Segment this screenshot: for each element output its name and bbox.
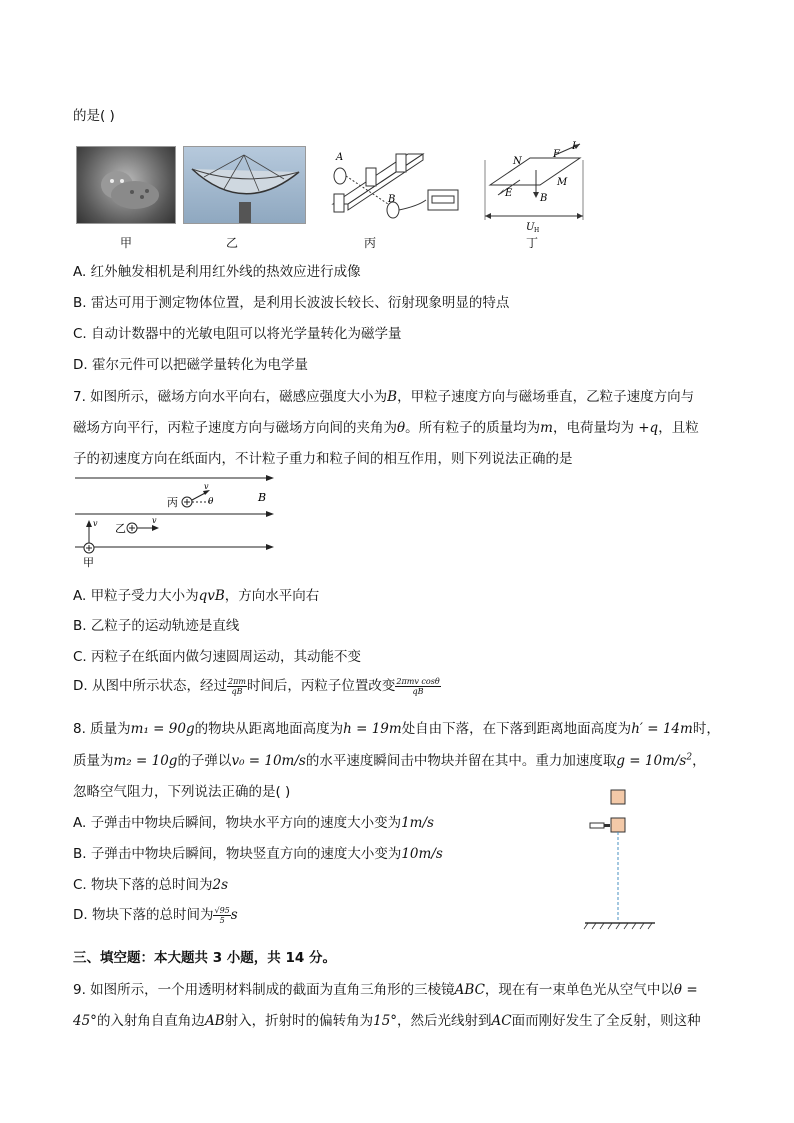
label-jia: 甲 xyxy=(83,556,94,569)
q6-option-a: A. 红外触发相机是利用红外线的热效应进行成像 xyxy=(73,264,361,280)
photo-counter-diagram xyxy=(318,146,468,226)
q7-option-b: B. 乙粒子的运动轨迹是直线 xyxy=(73,618,240,634)
label-uh: U xyxy=(526,222,535,233)
caption-jia: 甲 xyxy=(119,236,132,250)
q6-option-d: D. 霍尔元件可以把磁学量转化为电学量 xyxy=(73,357,308,373)
question-tail-text: 的是( ) xyxy=(73,108,115,124)
label-f: F xyxy=(553,149,560,160)
hall-element-diagram xyxy=(480,140,590,235)
infrared-camera-photo xyxy=(76,146,176,224)
q8-option-c: C. 物块下落的总时间为2s xyxy=(73,877,229,893)
q8-option-b: B. 子弹击中物块后瞬间，物块竖直方向的速度大小变为10m/s xyxy=(73,846,443,862)
label-n: N xyxy=(513,156,522,167)
label-m: M xyxy=(557,177,568,188)
label-v-yi: v xyxy=(152,516,157,525)
q8-option-a: A. 子弹击中物块后瞬间，物块水平方向的速度大小变为1m/s xyxy=(73,815,434,831)
caption-bing: 丙 xyxy=(363,236,376,250)
q7-option-d: D. 从图中所示状态，经过 $\frac{2\pi m}{qB}$ 时间后，丙粒子位置改变 $\frac{\text{2πmv cosθ}}{qB}$ xyxy=(73,676,440,696)
q8-option-d: D. 物块下落的总时间为 $\frac{√95}{5}$ s xyxy=(73,905,238,925)
section-heading: 三、填空题：本大题共 3 小题，共 14 分。 xyxy=(73,950,336,966)
label-e: E xyxy=(505,188,513,199)
label-b-field: B xyxy=(258,491,267,504)
q7-option-a: A. 甲粒子受力大小为qvB，方向水平向右 xyxy=(73,588,320,604)
q9-stem-line1: 9. 如图所示，一个用透明材料制成的截面为直角三角形的三棱镜ABC，现在有一束单色光从空气中以θ = xyxy=(73,982,698,998)
q6-option-b: B. 雷达可用于测定物体位置，是利用长波波长较长、衍射现象明显的特点 xyxy=(73,295,510,311)
label-v-jia: v xyxy=(93,519,98,528)
q7-stem-line1: 7. 如图所示，磁场方向水平向右，磁感应强度大小为B，甲粒子速度方向与磁场垂直，乙粒子速度方向与 xyxy=(73,389,695,405)
falling-block-diagram xyxy=(580,786,660,932)
label-b-field: B xyxy=(540,193,548,204)
caption-yi: 乙 xyxy=(225,236,238,250)
radar-dish-photo xyxy=(183,146,306,224)
q9-stem-line2: 45°的入射角自直角边AB射入，折射时的偏转角为15°，然后光线射到AC面而刚好发生了全反射，则这种 xyxy=(73,1013,701,1029)
label-theta: θ xyxy=(208,497,214,507)
label-bing: 丙 xyxy=(167,496,178,509)
label-v-bing: v xyxy=(204,482,209,491)
caption-ding: 丁 xyxy=(525,236,538,250)
magnetic-field-diagram xyxy=(70,472,280,570)
leopard-icon xyxy=(77,147,175,223)
q7-option-c: C. 丙粒子在纸面内做匀速圆周运动，其动能不变 xyxy=(73,649,362,665)
label-a: A xyxy=(336,152,344,163)
q7-stem-line3: 子的初速度方向在纸面内，不计粒子重力和粒子间的相互作用，则下列说法正确的是 xyxy=(73,451,573,467)
q8-stem-line3: 忽略空气阻力，下列说法正确的是( ) xyxy=(73,784,291,800)
label-yi: 乙 xyxy=(115,522,126,535)
label-uh-sub: H xyxy=(534,227,540,234)
label-b: B xyxy=(388,194,396,205)
radar-icon xyxy=(184,147,305,223)
q8-stem-line2: 质量为m₂ = 10g的子弹以v₀ = 10m/s的水平速度瞬间击中物块并留在其中。重力加速度取$g = 10m/s^2$， xyxy=(73,752,706,769)
q7-stem-line2: 磁场方向平行，丙粒子速度方向与磁场方向间的夹角为θ。所有粒子的质量均为m，电荷量均为 +q，且粒 xyxy=(73,420,699,436)
q6-option-c: C. 自动计数器中的光敏电阻可以将光学量转化为磁学量 xyxy=(73,326,402,342)
q8-stem-line1: 8. 质量为m₁ = 90g的物块从距离地面高度为h = 19m处自由下落，在下落到距离地面高度为h′ = 14m时， xyxy=(73,721,720,737)
label-i: I xyxy=(572,141,576,152)
